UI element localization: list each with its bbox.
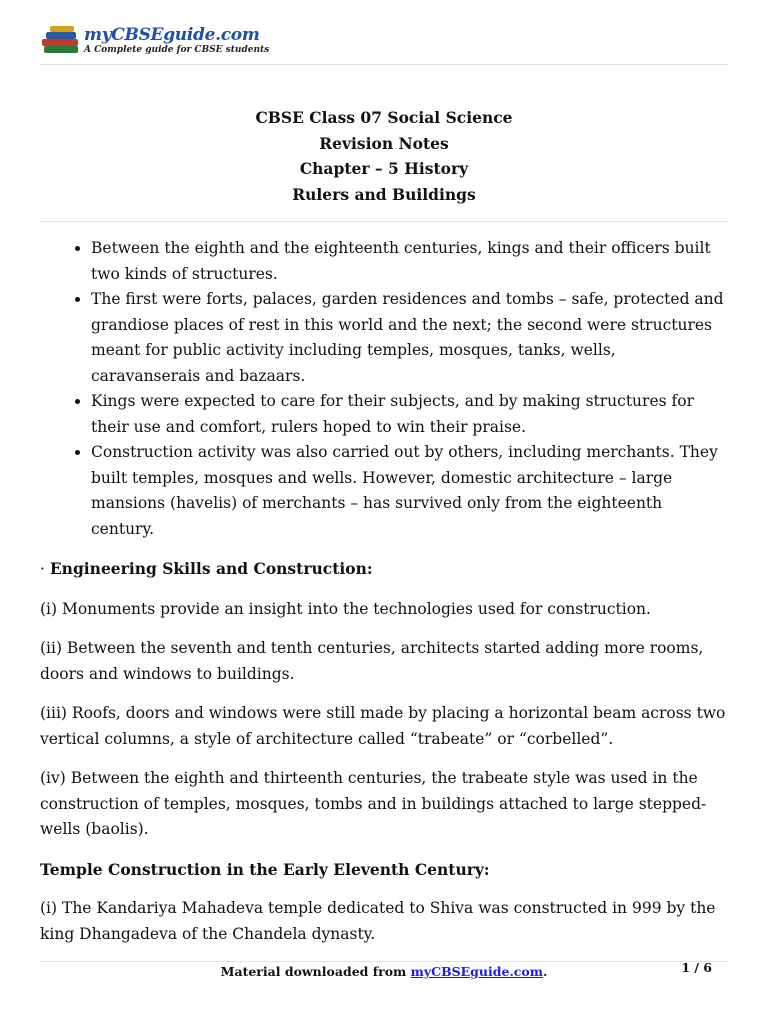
bullet-list: [40, 236, 728, 542]
paragraph: (i) Monuments provide an insight into the technologies used for construction.: [40, 599, 651, 618]
title-line-notes: Revision Notes: [319, 133, 449, 153]
page-number: 1 / 6: [681, 960, 712, 975]
section-heading-text: Engineering Skills and Construction:: [49, 559, 373, 578]
paragraph: (iv) Between the eighth and thirteenth centuries, the trabeate style was used in the construction of temples, mosques, tombs and in buildings attached to large stepped-wells (baolis).: [40, 769, 707, 838]
list-item: • Between the eighth and the eighteenth centuries, kings and their officers built two kinds of structures.: [91, 236, 728, 287]
document-title: [40, 105, 728, 222]
paragraph: (iii) Roofs, doors and windows were still made by placing a horizontal beam across two vertical columns, a style of architecture called “trabeate” or “corbelled”.: [40, 704, 726, 748]
title-line-class: CBSE Class 07 Social Science: [255, 108, 513, 127]
site-logo[interactable]: [40, 24, 269, 58]
logo-subtitle: A Complete guide for CBSE students: [84, 45, 270, 55]
list-item: • Kings were expected to care for their subjects, and by making structures for their use and comfort, rulers hoped to win their praise.: [91, 389, 728, 440]
section-heading: Temple Construction in the Early Eleventh Century:: [40, 859, 490, 879]
footer-text: [40, 964, 728, 979]
paragraph: (i) The Kandariya Mahadeva temple dedicated to Shiva was constructed in 999 by the king Dhangadeva of the Chandela dynasty.: [40, 899, 716, 943]
footer-link[interactable]: myCBSEguide.com: [410, 964, 543, 979]
heading-dot: ·: [40, 560, 50, 578]
list-item: • The first were forts, palaces, garden residences and tombs – safe, protected and grandiose places of rest in this world and the next; the second were structures meant for public activity including temples, mosques, tanks, wells, caravanserais and bazaars.: [91, 287, 728, 389]
title-line-topic: Rulers and Buildings: [292, 184, 476, 204]
page-footer: [40, 961, 728, 992]
logo-title: myCBSEguide.com: [84, 25, 260, 45]
paragraph: (ii) Between the seventh and tenth centuries, architects started adding more rooms, doors and windows to buildings.: [40, 639, 704, 683]
title-line-chapter: Chapter – 5 History: [299, 159, 469, 178]
footer-suffix: .: [542, 964, 548, 979]
footer-prefix: Material downloaded from: [220, 964, 411, 979]
list-item: • Construction activity was also carried out by others, including merchants. They built temples, mosques and wells. However, domestic architecture – large mansions (havelis) of merchants – has survived only from the eighteenth century.: [91, 440, 728, 542]
page-header: [40, 24, 728, 65]
books-logo-icon: [40, 24, 82, 58]
document-body: [40, 236, 728, 947]
section-heading: [40, 556, 728, 583]
